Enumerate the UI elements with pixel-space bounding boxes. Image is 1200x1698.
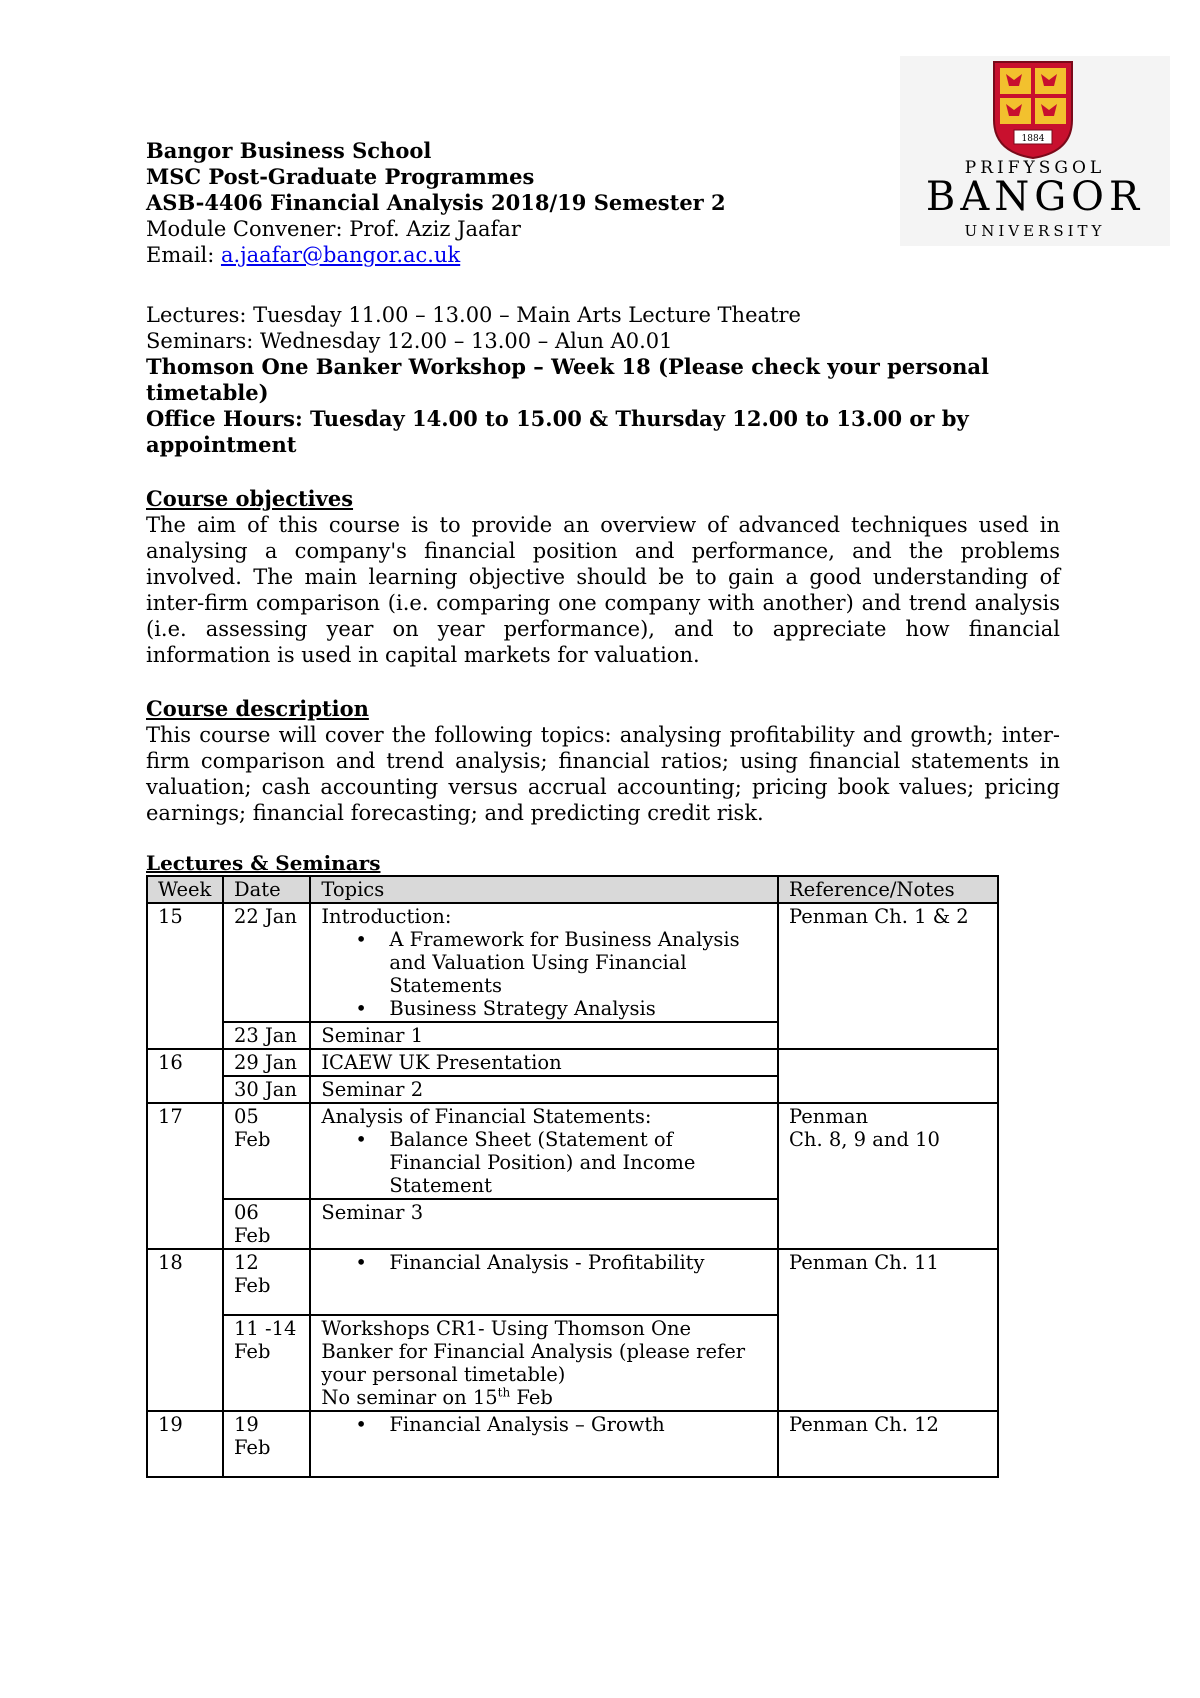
module-convener: Module Convener: Prof. Aziz Jaafar — [146, 217, 521, 241]
header-week: Week — [147, 876, 223, 903]
logo-line-prifysgol: PRIFYSGOL — [964, 158, 1106, 178]
notes-cell — [778, 1103, 998, 1249]
notes-cell: Penman Ch. 12 — [778, 1411, 998, 1477]
notes-cell: Penman Ch. 11 — [778, 1249, 998, 1411]
topic-cell: Seminar 3 — [310, 1199, 778, 1249]
topic-cell: ICAEW UK Presentation — [310, 1049, 778, 1076]
date-cell: 22 Jan — [223, 903, 310, 1022]
topic-list — [321, 1251, 767, 1274]
crest-year: 1884 — [1021, 134, 1045, 144]
notes-line: Penman — [789, 1105, 869, 1128]
date-cell: 05 Feb — [223, 1103, 310, 1199]
week-cell: 16 — [147, 1049, 223, 1103]
logo-line-university: UNIVERSITY — [964, 222, 1106, 240]
header-date: Date — [223, 876, 310, 903]
list-item: • Business Strategy Analysis — [389, 997, 767, 1020]
notes-line: Ch. 8, 9 and 10 — [789, 1128, 940, 1151]
university-logo — [900, 56, 1170, 246]
topic-list — [321, 1413, 767, 1436]
week-cell: 19 — [147, 1411, 223, 1477]
lectures-line: Lectures: Tuesday 11.00 – 13.00 – Main Arts Lecture Theatre — [146, 303, 801, 327]
header-topics: Topics — [310, 876, 778, 903]
table-row — [147, 1049, 998, 1076]
note-superscript: th — [497, 1385, 511, 1400]
topic-text: Workshops CR1- Using Thomson One Banker for Financial Analysis (please refer your personal timetable) — [321, 1317, 746, 1386]
notes-cell — [778, 1049, 998, 1103]
topic-list — [321, 928, 767, 1020]
workshop-line: Thomson One Banker Workshop – Week 18 (Please check your personal timetable) — [146, 354, 989, 405]
topic-text: Analysis of Financial Statements: — [321, 1105, 652, 1128]
topic-cell: Seminar 1 — [310, 1022, 778, 1049]
description-body: This course will cover the following topics: analysing profitability and growth; inter-firm comparison and trend analysis; financial ratios; using financial statements in valuation; cash accounting versus accrual accounting; pricing book values; pricing earnings; financial forecasting; and predicting credit risk. — [146, 723, 1060, 825]
school-name: Bangor Business School — [146, 138, 432, 163]
email-link[interactable]: a.jaafar@bangor.ac.uk — [220, 243, 461, 267]
table-header-row — [147, 876, 998, 903]
date-cell: 11 -14 Feb — [223, 1315, 310, 1411]
table-title: Lectures & Seminars — [146, 851, 381, 875]
topic-list — [321, 1128, 767, 1197]
date-cell: 06 Feb — [223, 1199, 310, 1249]
module-title: ASB-4406 Financial Analysis 2018/19 Semester 2 — [146, 190, 726, 215]
list-item: • A Framework for Business Analysis and Valuation Using Financial Statements — [389, 928, 767, 997]
date-cell: 29 Jan — [223, 1049, 310, 1076]
office-hours-line: Office Hours: Tuesday 14.00 to 15.00 & Thursday 12.00 to 13.00 or by appointment — [146, 406, 969, 457]
table-row — [147, 903, 998, 1022]
header-block — [146, 138, 726, 268]
list-item: • Financial Analysis - Profitability — [389, 1251, 767, 1274]
notes-cell: Penman Ch. 1 & 2 — [778, 903, 998, 1049]
date-cell: 30 Jan — [223, 1076, 310, 1103]
table-row — [147, 1411, 998, 1477]
email-label: Email: — [146, 243, 221, 267]
topic-text: Introduction: — [321, 905, 452, 928]
objectives-title: Course objectives — [146, 486, 354, 511]
week-cell: 17 — [147, 1103, 223, 1249]
objectives-section — [146, 486, 1060, 668]
topic-cell — [310, 1103, 778, 1199]
list-item: • Financial Analysis – Growth — [389, 1413, 767, 1436]
date-cell: 19 Feb — [223, 1411, 310, 1477]
topic-cell — [310, 1411, 778, 1477]
list-item: • Balance Sheet (Statement of Financial Position) and Income Statement — [389, 1128, 767, 1197]
table-row — [147, 1103, 998, 1199]
topic-cell — [310, 1249, 778, 1315]
email-line — [146, 242, 726, 268]
week-cell: 18 — [147, 1249, 223, 1411]
topic-cell: Seminar 2 — [310, 1076, 778, 1103]
objectives-body: The aim of this course is to provide an overview of advanced techniques used in analysing a company's financial position and performance, and the problems involved. The main learning objective should be to gain a good understanding of inter-firm comparison (i.e. comparing one company with another) and trend analysis (i.e. assessing year on year performance), and to appreciate how financial information is used in capital markets for valuation. — [146, 513, 1060, 667]
seminars-line: Seminars: Wednesday 12.00 – 13.00 – Alun A0.01 — [146, 329, 673, 353]
table-row — [147, 1249, 998, 1315]
date-cell: 23 Jan — [223, 1022, 310, 1049]
crest-icon — [992, 60, 1074, 160]
lectures-seminars-table — [146, 875, 999, 1478]
logo-line-bangor: BANGOR — [925, 174, 1145, 220]
topic-cell — [310, 903, 778, 1022]
date-cell: 12 Feb — [223, 1249, 310, 1315]
topic-cell — [310, 1315, 778, 1411]
description-title: Course description — [146, 696, 369, 721]
topic-note — [321, 1386, 767, 1409]
note-text: No seminar on 15 — [321, 1386, 498, 1409]
description-section — [146, 696, 1060, 826]
header-notes: Reference/Notes — [778, 876, 998, 903]
week-cell: 15 — [147, 903, 223, 1049]
programme-name: MSC Post-Graduate Programmes — [146, 164, 535, 189]
note-text-end: Feb — [510, 1386, 553, 1409]
schedule-block — [146, 302, 1046, 458]
